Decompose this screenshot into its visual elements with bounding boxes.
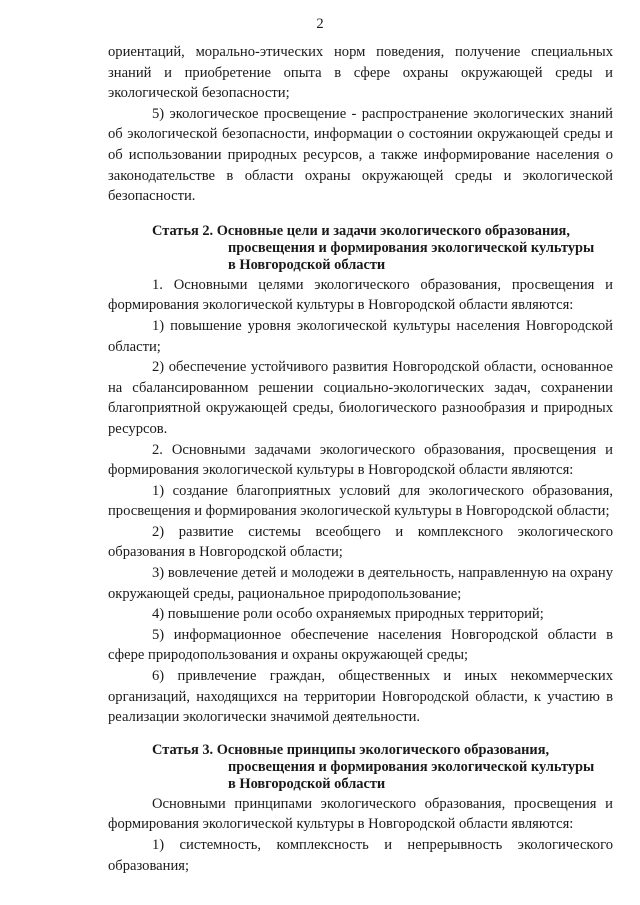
article-2-paragraph: 5) информационное обеспечение населения Новгородской области в сфере природопользования и охраны окружающей среды;: [108, 626, 613, 664]
article-2-paragraph: 4) повышение роли особо охраняемых природных территорий;: [152, 606, 544, 623]
page-number: 2: [316, 16, 324, 32]
document-body: [108, 42, 613, 876]
article-3-heading: [108, 742, 613, 793]
article-2-paragraph: 2. Основными задачами экологического образования, просвещения и формирования экологической культуры в Новгородской области являются:: [108, 441, 613, 479]
article-2-paragraph: 1. Основными целями экологического образования, просвещения и формирования экологической культуры в Новгородской области являются:: [108, 276, 613, 314]
article-2-heading: [108, 223, 613, 274]
intro-paragraph-2: 5) экологическое просвещение - распространение экологических знаний об экологической безопасности, информации о состоянии окружающей среды и об использовании природных ресурсов, а также информирование населения о законодательстве в области охраны окружающей среды и экологической безопасности.: [108, 105, 613, 205]
article-2-title-line-1: Статья 2. Основные цели и задачи экологического образования,: [152, 222, 570, 239]
article-3-title-line-2: просвещения и формирования экологической культуры: [228, 758, 595, 775]
article-2-paragraph: 2) развитие системы всеобщего и комплексного экологического образования в Новгородской области;: [108, 523, 613, 561]
article-2-paragraph: 1) создание благоприятных условий для экологического образования, просвещения и формирования экологической культуры в Новгородской области;: [108, 482, 613, 520]
article-2-title-line-2: просвещения и формирования экологической культуры: [228, 239, 595, 256]
article-3-paragraph: 1) системность, комплексность и непрерывность экологического образования;: [108, 837, 613, 874]
article-3-title-line-3: в Новгородской области: [228, 775, 386, 792]
article-2-paragraph: 6) привлечение граждан, общественных и иных некоммерческих организаций, находящихся на территории Новгородской области, к участию в реализации экологически значимой деятельности.: [108, 668, 613, 726]
article-2-paragraph: 2) обеспечение устойчивого развития Новгородской области, основанное на сбалансированном решении социально-экологических задач, сохранении благоприятной окружающей среды, биологического разнообразия и природных ресурсов.: [108, 359, 613, 437]
article-2-paragraph: 3) вовлечение детей и молодежи в деятельность, направленную на охрану окружающей среды, рациональное природопользование;: [108, 565, 613, 602]
article-3-paragraph: Основными принципами экологического образования, просвещения и формирования экологической культуры в Новгородской области являются:: [108, 795, 613, 833]
article-2-title-line-3: в Новгородской области: [228, 256, 386, 273]
article-2-paragraph: 1) повышение уровня экологической культуры населения Новгородской области;: [108, 317, 613, 355]
article-3-title-line-1: Статья 3. Основные принципы экологического образования,: [152, 741, 550, 758]
intro-paragraph-1: ориентаций, морально-этических норм поведения, получение специальных знаний и приобретение опыта в сфере охраны окружающей среды и экологической безопасности;: [108, 44, 613, 102]
